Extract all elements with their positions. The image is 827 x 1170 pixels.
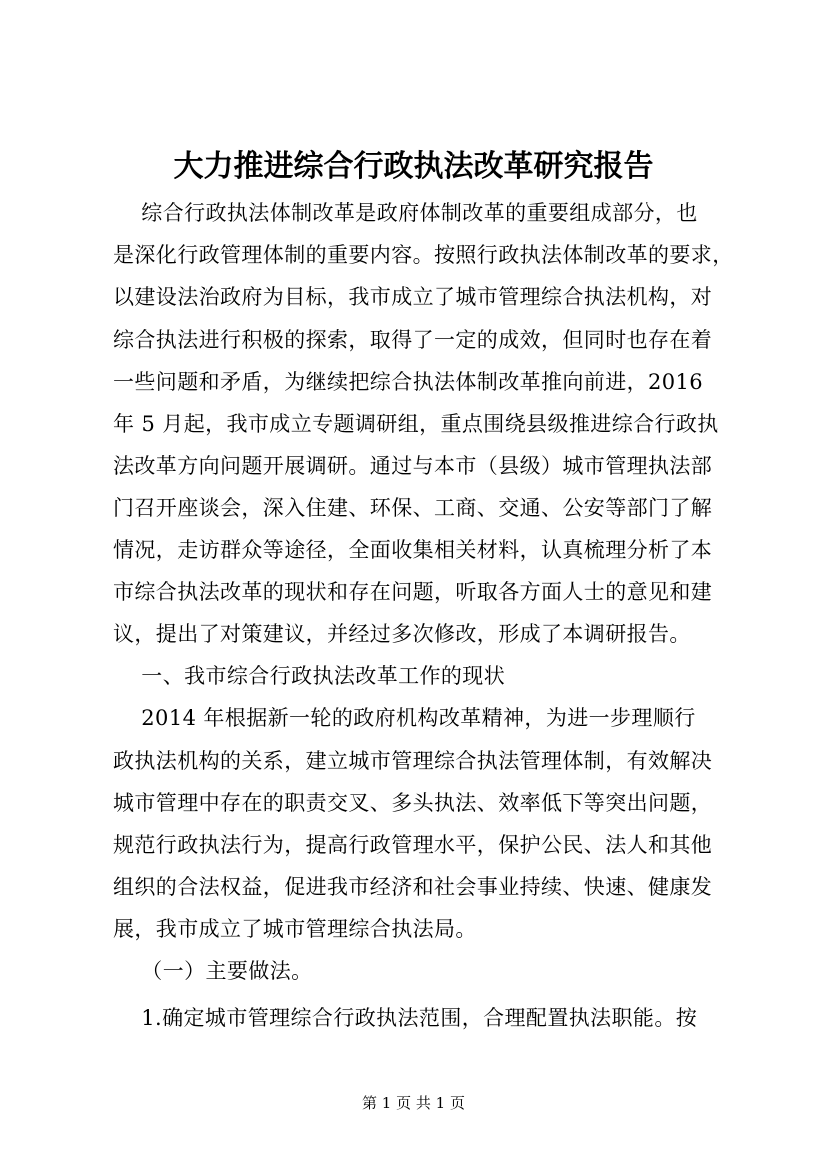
paragraph-line: 情况，走访群众等途径，全面收集相关材料，认真梳理分析了本 <box>113 538 713 562</box>
paragraph-line: 展，我市成立了城市管理综合执法局。 <box>113 917 477 941</box>
paragraph-line: 2014 年根据新一轮的政府机构改革精神，为进一步理顺行 <box>113 706 696 730</box>
paragraph-line: 年 5 月起，我市成立专题调研组，重点围绕县级推进综合行政执 <box>113 412 719 436</box>
paragraph-line: 市综合执法改革的现状和存在问题，听取各方面人士的意见和建 <box>113 580 713 604</box>
paragraph-line: 以建设法治政府为目标，我市成立了城市管理综合执法机构，对 <box>113 285 713 309</box>
paragraph-line: 政执法机构的关系，建立城市管理综合执法管理体制，有效解决 <box>113 749 713 773</box>
paragraph-line: 一些问题和矛盾，为继续把综合执法体制改革推向前进，2016 <box>113 370 704 394</box>
paragraph-line: 规范行政执法行为，提高行政管理水平，保护公民、法人和其他 <box>113 833 713 857</box>
paragraph-line: 城市管理中存在的职责交叉、多头执法、效率低下等突出问题， <box>113 791 713 815</box>
paragraph-line: 议，提出了对策建议，并经过多次修改，形成了本调研报告。 <box>113 622 691 646</box>
page-footer: 第 1 页 共 1 页 <box>362 1094 465 1112</box>
paragraph-line: 综合行政执法体制改革是政府体制改革的重要组成部分，也 <box>113 201 698 225</box>
paragraph-line: 法改革方向问题开展调研。通过与本市（县级）城市管理执法部 <box>113 454 713 478</box>
subsection-heading: （一）主要做法。 <box>113 959 313 983</box>
paragraph-line: 是深化行政管理体制的重要内容。按照行政执法体制改革的要求， <box>113 243 734 267</box>
paragraph-line: 门召开座谈会，深入住建、环保、工商、交通、公安等部门了解 <box>113 496 713 520</box>
paragraph-line: 1.确定城市管理综合行政执法范围，合理配置执法职能。按 <box>113 1006 698 1030</box>
paragraph-line: 组织的合法权益，促进我市经济和社会事业持续、快速、健康发 <box>113 875 713 899</box>
document-title: 大力推进综合行政执法改革研究报告 <box>173 149 654 184</box>
section-heading: 一、我市综合行政执法改革工作的现状 <box>113 664 506 688</box>
paragraph-line: 综合执法进行积极的探索，取得了一定的成效，但同时也存在着 <box>113 328 713 352</box>
